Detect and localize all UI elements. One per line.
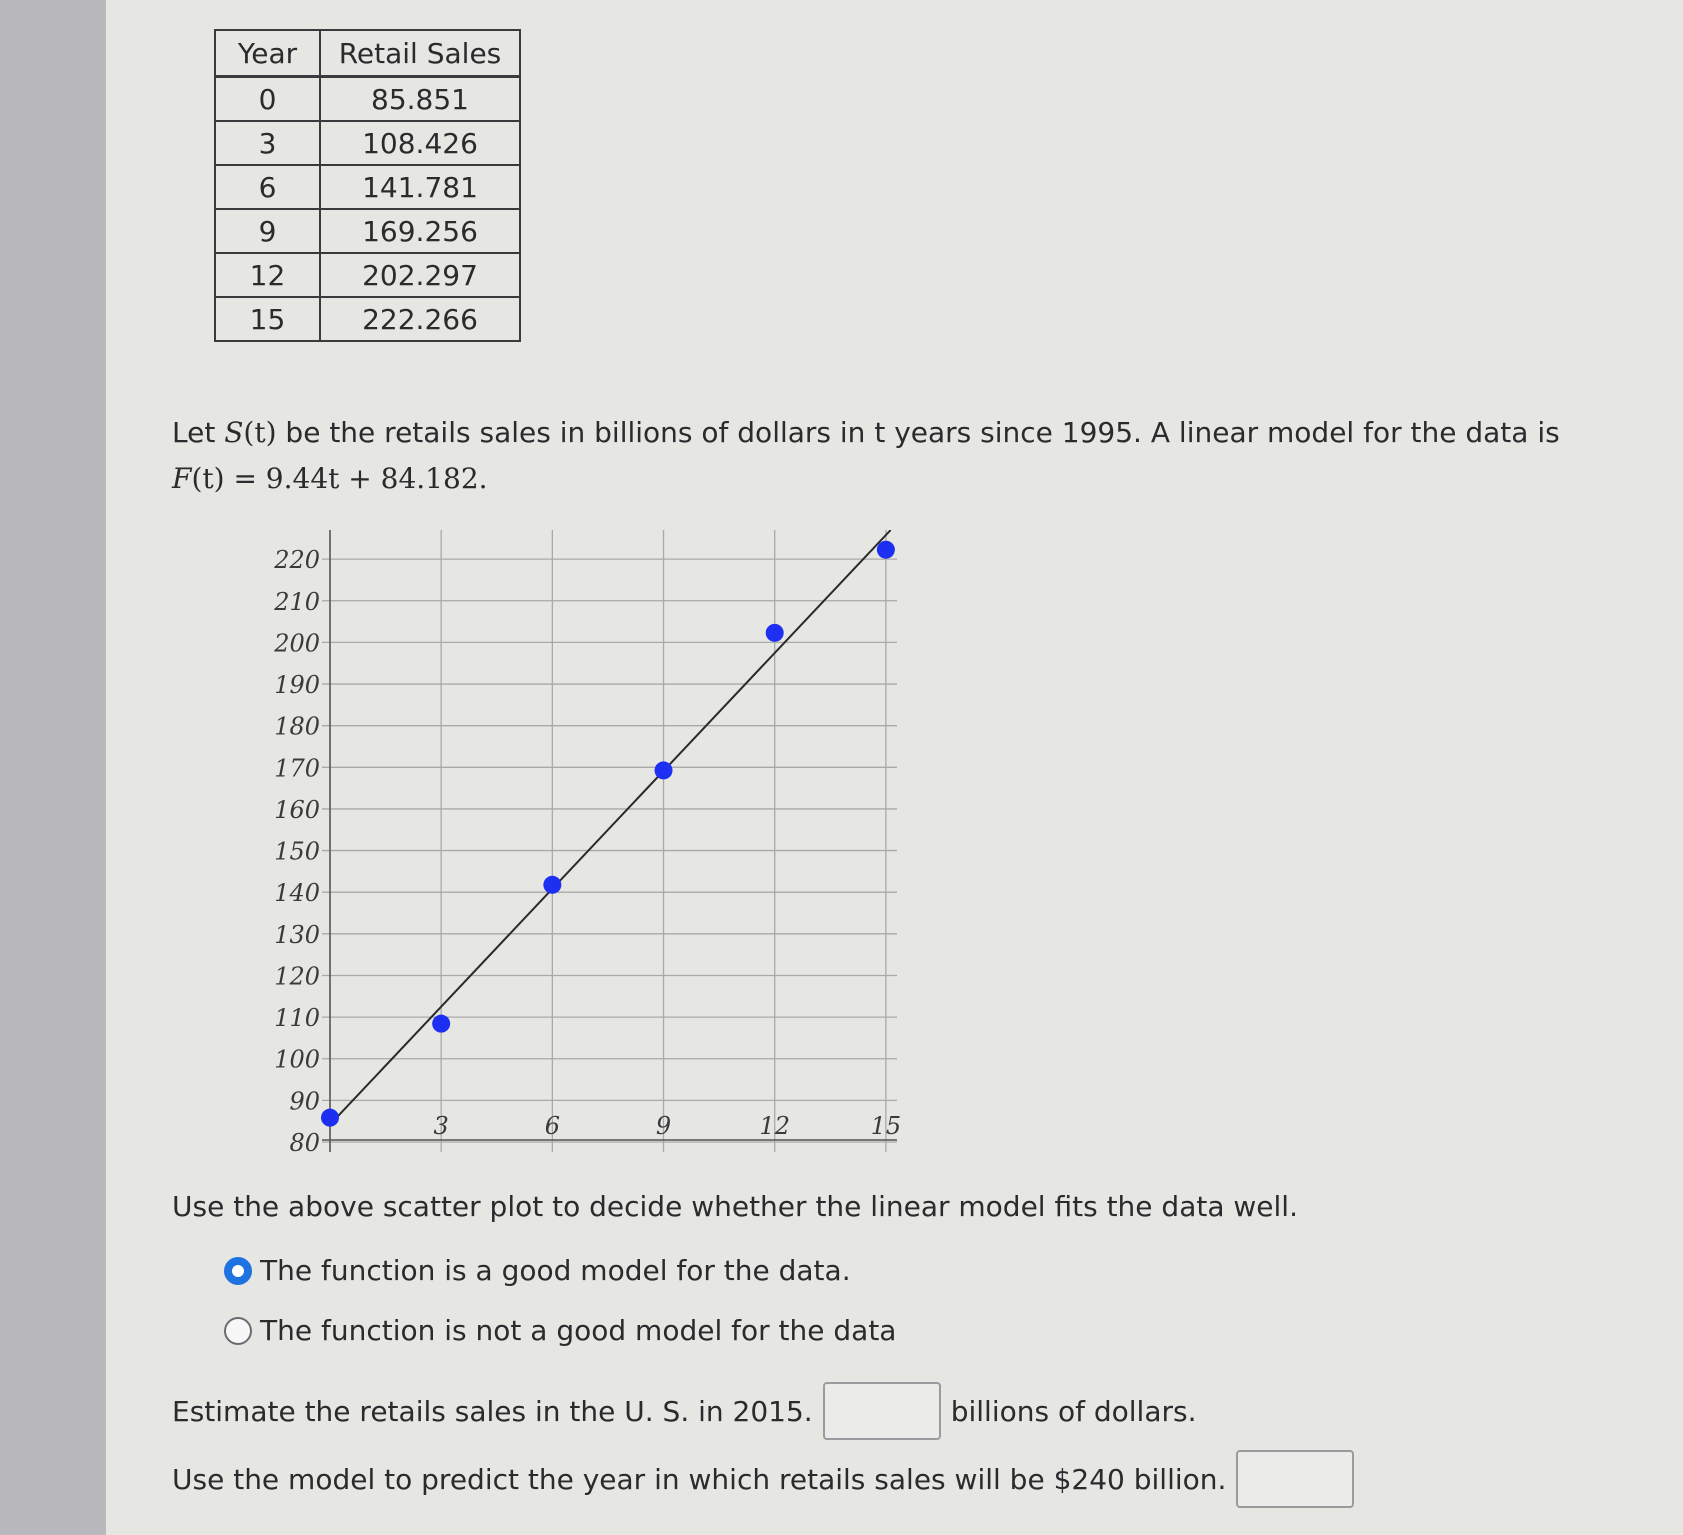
table-row — [215, 77, 520, 122]
radio-button-not-good-model[interactable] — [224, 1317, 252, 1345]
data-point — [543, 876, 561, 894]
estimate-2015-input[interactable] — [823, 1382, 941, 1440]
estimate-2015-suffix: billions of dollars. — [950, 1394, 1197, 1428]
cell-year: 0 — [215, 77, 320, 122]
data-table — [214, 29, 521, 342]
data-point — [432, 1015, 450, 1033]
model-line — [330, 530, 891, 1125]
y-tick-label: 160 — [274, 795, 320, 824]
fit-question: Use the above scatter plot to decide whether the linear model fits the data well. — [172, 1190, 1298, 1223]
data-point — [321, 1109, 339, 1127]
prompt-text-end: be the retails sales in billions of dollars in t years since 1995. A linear model for the data is — [276, 416, 1560, 449]
radio-button-good-model[interactable] — [224, 1257, 252, 1285]
x-tick-label: 15 — [870, 1112, 902, 1140]
problem-statement — [172, 410, 1612, 502]
cell-sales: 141.781 — [320, 165, 520, 209]
y-tick-label: 140 — [274, 879, 320, 908]
cell-sales: 169.256 — [320, 209, 520, 253]
y-tick-label: 200 — [274, 629, 320, 658]
question-page — [106, 0, 1683, 1535]
cell-year: 12 — [215, 253, 320, 297]
table-row — [215, 165, 520, 209]
data-point — [766, 624, 784, 642]
cell-year: 15 — [215, 297, 320, 341]
y-tick-label: 190 — [274, 671, 320, 700]
option-label: The function is not a good model for the data — [260, 1314, 897, 1347]
estimate-2015-label: Estimate the retails sales in the U. S. in 2015. — [172, 1394, 813, 1428]
y-tick-label: 180 — [274, 712, 320, 741]
table-row — [215, 297, 520, 341]
model-equation — [172, 462, 488, 495]
model-function-rest: (t) = 9.44t + 84.182. — [191, 462, 488, 495]
model-function-name: F — [172, 462, 192, 495]
x-tick-label: 12 — [759, 1112, 790, 1140]
s-function-math — [224, 416, 276, 449]
x-tick-label: 6 — [544, 1112, 560, 1140]
predict-year-input[interactable] — [1236, 1450, 1354, 1508]
y-tick-label: 210 — [274, 587, 320, 616]
y-tick-label: 80 — [289, 1129, 320, 1157]
prompt-text-start: Let — [172, 416, 225, 449]
cell-year: 9 — [215, 209, 320, 253]
table-row — [215, 121, 520, 165]
x-tick-label: 9 — [655, 1112, 672, 1140]
table-row — [215, 209, 520, 253]
cell-sales: 222.266 — [320, 297, 520, 341]
y-tick-label: 130 — [274, 920, 320, 949]
y-tick-label: 150 — [274, 837, 320, 866]
cell-year: 3 — [215, 121, 320, 165]
table-header-row — [215, 30, 520, 77]
predict-year-row — [172, 1450, 1364, 1508]
option-label: The function is a good model for the data. — [260, 1254, 851, 1287]
cell-sales: 85.851 — [320, 77, 520, 122]
data-point — [877, 541, 895, 559]
y-tick-label: 100 — [274, 1045, 320, 1074]
cell-year: 6 — [215, 165, 320, 209]
option-not-good-model[interactable] — [224, 1314, 896, 1347]
scatter-plot — [162, 530, 922, 1170]
header-retail-sales: Retail Sales — [320, 30, 520, 77]
y-tick-label: 220 — [274, 546, 320, 575]
model-line-layer — [330, 530, 891, 1125]
predict-year-label: Use the model to predict the year in which retails sales will be $240 billion. — [172, 1462, 1227, 1496]
grid-lines — [322, 530, 897, 1152]
y-tick-label: 110 — [274, 1004, 320, 1033]
s-function-arg: (t) — [243, 416, 277, 449]
x-tick-label: 3 — [433, 1112, 449, 1140]
cell-sales: 108.426 — [320, 121, 520, 165]
y-tick-label: 170 — [274, 754, 320, 783]
estimate-2015-row — [172, 1382, 1196, 1440]
y-tick-label: 90 — [289, 1087, 320, 1116]
table-row — [215, 253, 520, 297]
option-good-model[interactable] — [224, 1254, 851, 1287]
y-tick-label: 120 — [274, 962, 320, 991]
data-points — [321, 541, 895, 1127]
s-function-name: S — [224, 416, 244, 449]
cell-sales: 202.297 — [320, 253, 520, 297]
data-point — [655, 761, 673, 779]
header-year: Year — [215, 30, 320, 77]
